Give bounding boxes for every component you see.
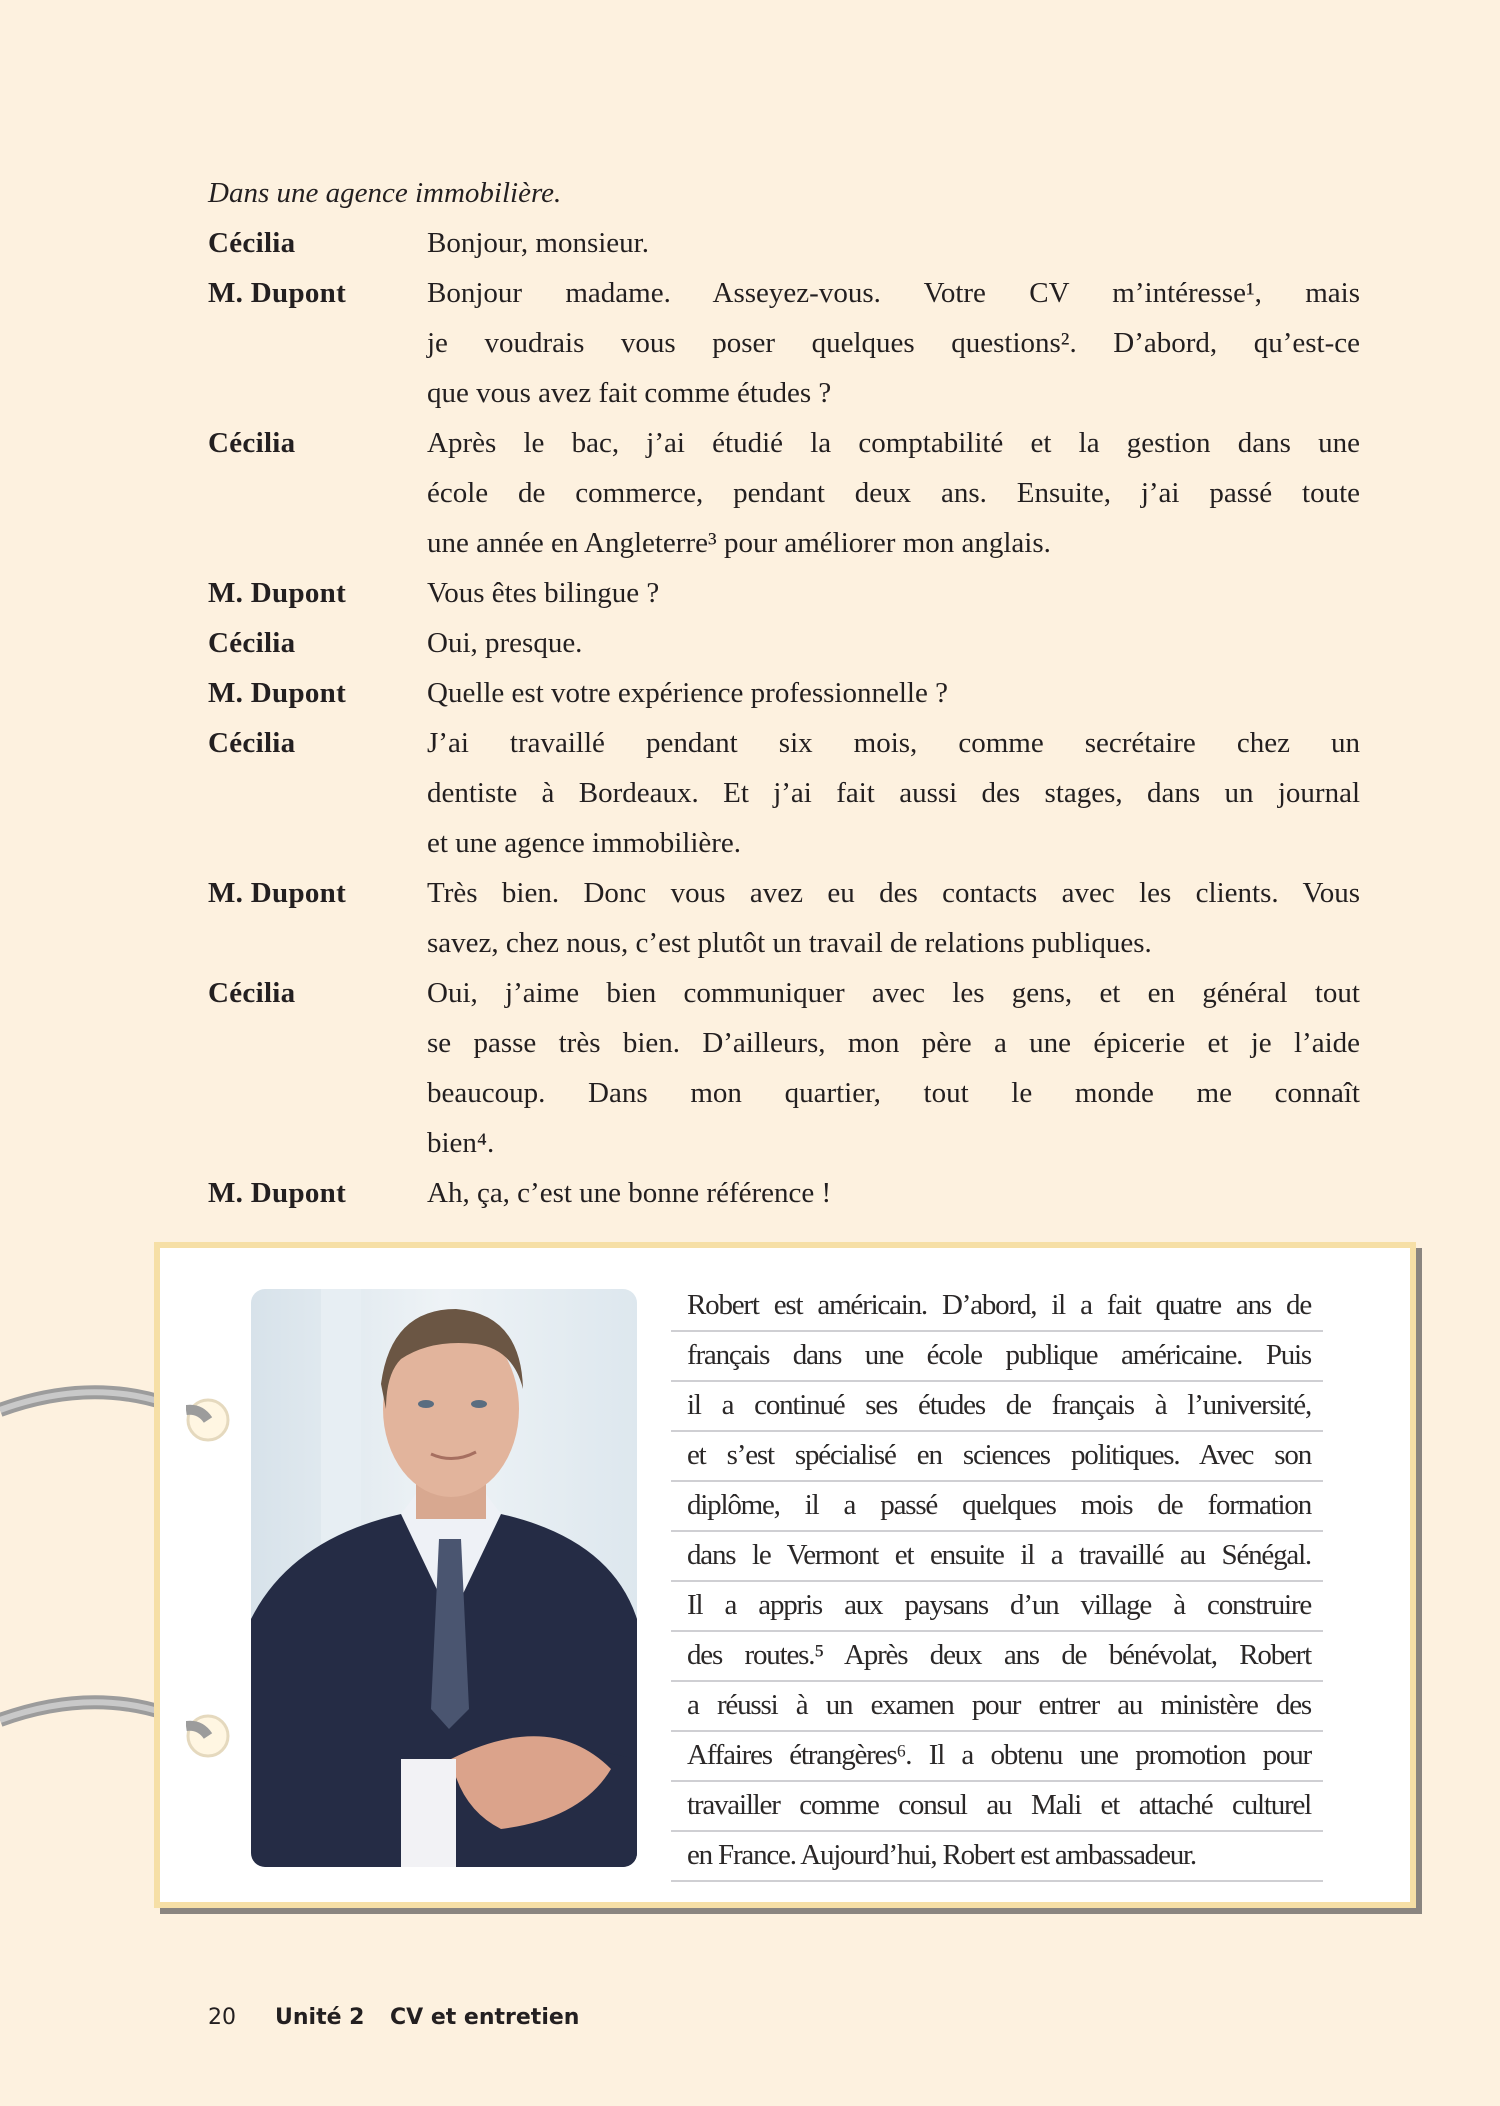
ring-hole-icon: [186, 1712, 236, 1762]
speaker-name: M. Dupont: [208, 277, 347, 309]
speech-line: se passe très bien. D’ailleurs, mon père a une épicerie et je l’aide: [427, 1027, 1360, 1059]
speaker-name: Cécilia: [208, 427, 296, 459]
speech-text: [427, 718, 1360, 868]
unit-title: CV et entretien: [390, 2005, 580, 2030]
speech-line: Oui, presque.: [427, 627, 583, 659]
speech-line: Bonjour madame. Asseyez-vous. Votre CV m’intéresse¹, mais: [427, 277, 1360, 309]
speaker-name: Cécilia: [208, 227, 296, 259]
bio-line: Il a appris aux paysans d’un village à construire: [671, 1582, 1323, 1632]
dialogue-turn: [208, 968, 1360, 1168]
speech-line: Après le bac, j’ai étudié la comptabilité et la gestion dans une: [427, 427, 1360, 459]
dialogue-turn: [208, 868, 1360, 968]
unit-label: Unité 2: [275, 2005, 365, 2030]
speaker-name: Cécilia: [208, 627, 296, 659]
speech-text: [427, 618, 1360, 668]
dialogue-turn: [208, 568, 1360, 618]
bio-line: Affaires étrangères⁶. Il a obtenu une promotion pour: [671, 1732, 1323, 1782]
bio-line: des routes.⁵ Après deux ans de bénévolat, Robert: [671, 1632, 1323, 1682]
speech-line: Oui, j’aime bien communiquer avec les gens, et en général tout: [427, 977, 1360, 1009]
bio-line: diplôme, il a passé quelques mois de formation: [671, 1482, 1323, 1532]
speaker-name: M. Dupont: [208, 677, 347, 709]
speech-line: une année en Angleterre³ pour améliorer mon anglais.: [427, 527, 1051, 559]
speech-line: que vous avez fait comme études ?: [427, 377, 832, 409]
dialogue-turn: [208, 1168, 1360, 1218]
speaker-name: M. Dupont: [208, 577, 347, 609]
bio-line: a réussi à un examen pour entrer au ministère des: [671, 1682, 1323, 1732]
portrait-photo: [251, 1289, 637, 1867]
bio-line: dans le Vermont et ensuite il a travaillé au Sénégal.: [671, 1532, 1323, 1582]
speech-text: [427, 218, 1360, 268]
speech-line: je voudrais vous poser quelques questions². D’abord, qu’est-ce: [427, 327, 1360, 359]
bio-text: [671, 1282, 1323, 1882]
dialogue-turns: [208, 218, 1360, 1218]
bio-line: et s’est spécialisé en sciences politiques. Avec son: [671, 1432, 1323, 1482]
speech-line: dentiste à Bordeaux. Et j’ai fait aussi des stages, dans un journal: [427, 777, 1360, 809]
speech-line: Vous êtes bilingue ?: [427, 577, 660, 609]
bio-line: en France. Aujourd’hui, Robert est ambassadeur.: [671, 1832, 1323, 1882]
speech-text: [427, 268, 1360, 418]
speech-line: savez, chez nous, c’est plutôt un travail de relations publiques.: [427, 927, 1152, 959]
dialogue-turn: [208, 218, 1360, 268]
page-number: 20: [208, 2005, 236, 2030]
speech-line: beaucoup. Dans mon quartier, tout le monde me connaît: [427, 1077, 1360, 1109]
speech-line: Très bien. Donc vous avez eu des contacts avec les clients. Vous: [427, 877, 1360, 909]
speaker-name: Cécilia: [208, 727, 296, 759]
ring-hole-icon: [186, 1396, 236, 1446]
speech-text: [427, 1168, 1360, 1218]
speech-line: Ah, ça, c’est une bonne référence !: [427, 1177, 832, 1209]
dialogue: [208, 168, 1360, 1218]
speech-line: bien⁴.: [427, 1127, 495, 1159]
dialogue-turn: [208, 618, 1360, 668]
speaker-name: M. Dupont: [208, 877, 347, 909]
bio-line: il a continué ses études de français à l’université,: [671, 1382, 1323, 1432]
speech-line: Bonjour, monsieur.: [427, 227, 649, 259]
bio-line: Robert est américain. D’abord, il a fait quatre ans de: [671, 1282, 1323, 1332]
speaker-name: M. Dupont: [208, 1177, 347, 1209]
speech-text: [427, 968, 1360, 1168]
speech-line: Quelle est votre expérience professionnelle ?: [427, 677, 948, 709]
dialogue-turn: [208, 268, 1360, 418]
speaker-name: Cécilia: [208, 977, 296, 1009]
scene-intro: Dans une agence immobilière.: [208, 177, 562, 209]
speech-text: [427, 868, 1360, 968]
speech-text: [427, 418, 1360, 568]
speech-line: et une agence immobilière.: [427, 827, 742, 859]
dialogue-turn: [208, 718, 1360, 868]
bio-line: travailler comme consul au Mali et attaché culturel: [671, 1782, 1323, 1832]
speech-text: [427, 568, 1360, 618]
speech-line: école de commerce, pendant deux ans. Ensuite, j’ai passé toute: [427, 477, 1360, 509]
speech-line: J’ai travaillé pendant six mois, comme secrétaire chez un: [427, 727, 1360, 759]
dialogue-turn: [208, 418, 1360, 568]
dialogue-turn: [208, 668, 1360, 718]
bio-line: français dans une école publique américaine. Puis: [671, 1332, 1323, 1382]
speech-text: [427, 668, 1360, 718]
